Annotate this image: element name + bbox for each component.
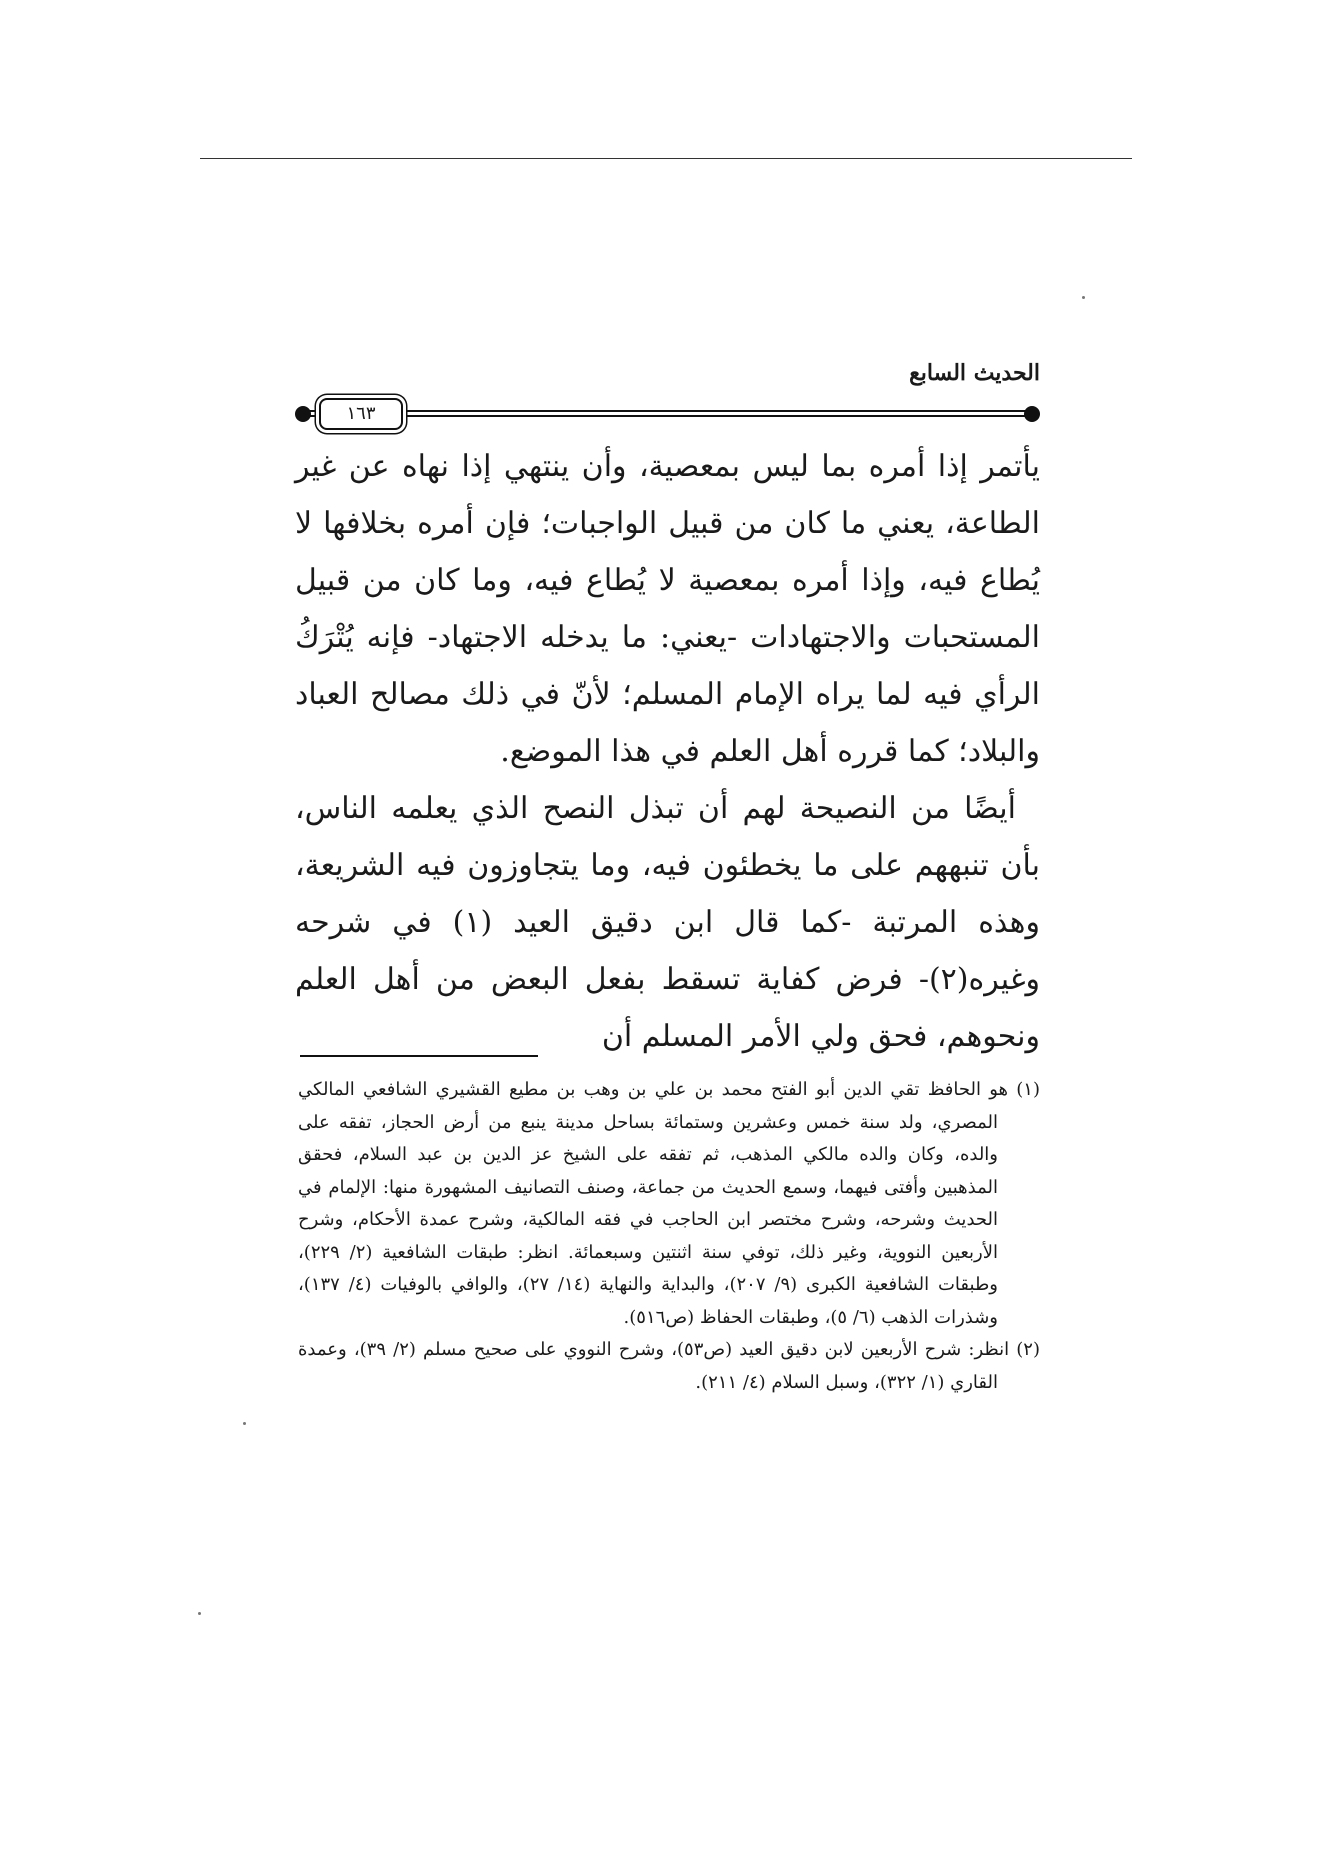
scan-top-rule: [200, 158, 1132, 159]
scan-speck: [1082, 296, 1085, 299]
footnote-separator: [300, 1055, 538, 1057]
footnote-2: (٢) انظر: شرح الأربعين لابن دقيق العيد (ص٥٣)، وشرح النووي على صحيح مسلم (٢/ ٣٩)، وعمدة القاري (١/ ٣٢٢)، وسبل السلام (٤/ ٢١١).: [298, 1339, 1040, 1393]
main-text: [295, 438, 1040, 1065]
page-number: ١٦٣: [319, 398, 403, 430]
footnote-1: (١) هو الحافظ تقي الدين أبو الفتح محمد بن علي بن وهب بن مطيع القشيري الشافعي المالكي المصري، ولد سنة خمس وعشرين وستمائة بساحل مدينة ينبع من أرض الحجاز، تفقه على والده، وكان والده مالكي المذهب، ثم تفقه على الشيخ عز الدين بن عبد السلام، فحقق المذهبين وأفتى فيهما، وسمع الحديث من جماعة، وصنف التصانيف المشهورة منها: الإلمام في الحديث وشرحه، وشرح مختصر ابن الحاجب في فقه المالكية، وشرح عمدة الأحكام، وشرح الأربعين النووية، وغير ذلك، توفي سنة اثنتين وسبعمائة. انظر: طبقات الشافعية (٢/ ٢٢٩)، وطبقات الشافعية الكبرى (٩/ ٢٠٧)، والبداية والنهاية (١٤/ ٢٧)، والوافي بالوفيات (٤/ ١٣٧)، وشذرات الذهب (٦/ ٥)، وطبقات الحفاظ (ص٥١٦).: [298, 1079, 1040, 1328]
paragraph: يأتمر إذا أمره بما ليس بمعصية، وأن ينتهي إذا نهاه عن غير الطاعة، يعني ما كان من قبيل الواجبات؛ فإن أمره بخلافها لا يُطاع فيه، وإذا أمره بمعصية لا يُطاع فيه، وما كان من قبيل المستحبات والاجتهادات -يعني: ما يدخله الاجتهاد- فإنه يُتْرَكُ الرأي فيه لما يراه الإمام المسلم؛ لأنّ في ذلك مصالح العباد والبلاد؛ كما قرره أهل العلم في هذا الموضع.: [295, 449, 1040, 769]
scan-speck: [198, 1612, 201, 1615]
ornament-dot-icon: [295, 406, 311, 422]
ornament-dot-icon: [1024, 406, 1040, 422]
header-double-line: [309, 410, 1026, 417]
running-title: الحديث السابع: [909, 360, 1040, 386]
scan-speck: [243, 1422, 246, 1425]
footnotes: [298, 1074, 1040, 1399]
paragraph: أيضًا من النصيحة لهم أن تبذل النصح الذي يعلمه الناس، بأن تنبههم على ما يخطئون فيه، وما يتجاوزون فيه الشريعة، وهذه المرتبة -كما قال ابن دقيق العيد (١) في شرحه وغيره(٢)- فرض كفاية تسقط بفعل البعض من أهل العلم ونحوهم، فحق ولي الأمر المسلم أن: [295, 791, 1040, 1054]
header-ornament-bar: [295, 402, 1040, 428]
